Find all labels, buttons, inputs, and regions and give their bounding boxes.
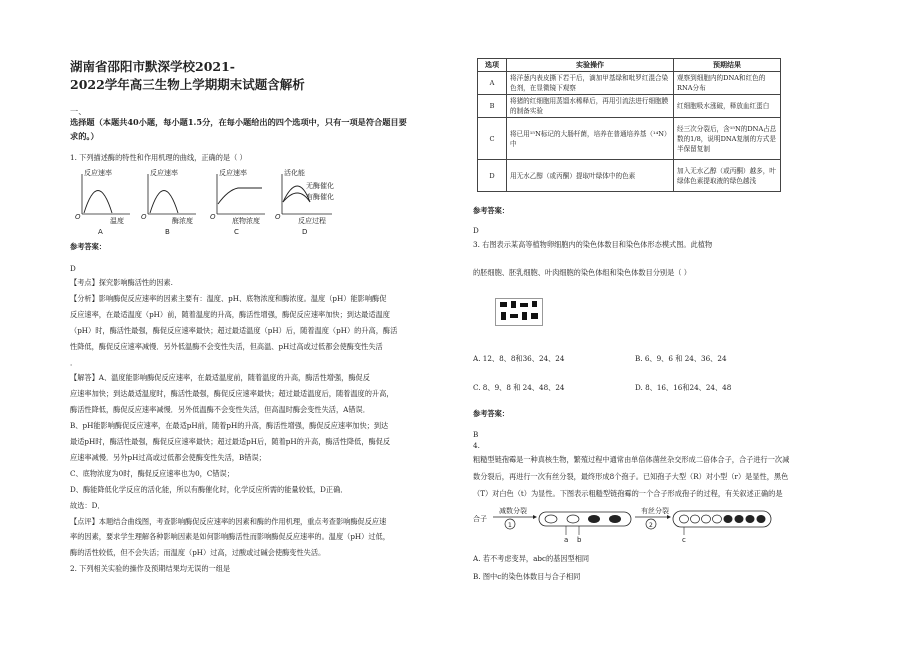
- section-heading: 选择题（本题共40小题，每小题1.5分，在每小题给出的四个选项中，只有一项是符合题目要: [70, 117, 407, 127]
- graph-d-legend1: 无酶催化: [306, 182, 334, 190]
- spore-formation-figure: [473, 505, 773, 549]
- chromosome-figure: [495, 298, 543, 326]
- graph-a: [75, 168, 130, 236]
- row-d-operation: 用无水乙醇（或丙酮）提取叶绿体中的色素: [507, 160, 674, 192]
- q1-explanation-line: 【点评】本题结合曲线图，考查影响酶促反应速率的因素和酶的作用机理，重点考查影响酶促反应速: [70, 516, 387, 526]
- q1-explanation-line: C、底物浓度为0时，酶促反应速率也为0，C错误；: [70, 468, 234, 478]
- svg-text:1: 1: [508, 522, 512, 529]
- svg-text:2: 2: [649, 522, 653, 529]
- row-c-option: C: [478, 118, 507, 160]
- q1-explanation-line: 酶的活性较低，但不会失活；而温度（pH）过高，过酸或过碱会使酶变性失活。: [70, 548, 326, 558]
- graph-b-origin: O: [141, 213, 147, 221]
- graph-a-letter: A: [98, 228, 103, 236]
- graph-d-legend2: 有酶催化: [306, 193, 334, 201]
- q1-explanation-line: 2. 下列相关实验的操作及预期结果均无误的一组是: [70, 564, 231, 574]
- q4-line-2: 数分裂后，再进行一次有丝分裂，最终形成8个孢子。已知孢子大型（R）对小型（r）是显性，黑色: [473, 472, 789, 481]
- q1-explanation-line: D、酶能降低化学反应的活化能，所以有酶催化时，化学反应所需的能量较低，D正确．: [70, 484, 348, 494]
- header-option: 选项: [478, 59, 507, 72]
- experiment-table: [477, 58, 781, 192]
- section-number: 一、: [70, 106, 87, 116]
- q1-stem: 1. 下列描述酶的特性和作用机理的曲线，正确的是（ ）: [70, 153, 247, 162]
- q3-option-b: B. 6、9、6 和 24、36、24: [635, 354, 727, 363]
- q1-explanation-line: 【考点】探究影响酶活性的因素.: [70, 278, 173, 287]
- q4-number: 4.: [473, 441, 480, 450]
- row-a-option: A: [478, 72, 507, 95]
- q1-explanation-line: 反应速率，在最适温度（pH）前，随着温度的升高，酶活性增强，酶促反应速率加快；到达最适温度: [70, 309, 390, 319]
- q1-explanation-line: （pH）时，酶活性最强，酶促反应速率最快；超过最适温度（pH）后，随着温度（pH）的升高，酶活: [70, 325, 398, 335]
- row-c-result: 经三次分裂后，含¹⁵N的DNA占总数的1/8，说明DNA复制的方式是半保留复制: [674, 118, 781, 160]
- graph-c-letter: C: [234, 228, 239, 236]
- mark-b: b: [577, 536, 582, 544]
- title-line-2: 2022学年高三生物上学期期末试题含解析: [70, 77, 305, 92]
- header-operation: 实验操作: [507, 59, 674, 72]
- q2-answer: D: [473, 226, 479, 235]
- table-row: [478, 72, 781, 95]
- document-title: [70, 58, 305, 94]
- graph-c-xlabel: 底物浓度: [232, 217, 260, 225]
- graph-c: [210, 168, 265, 236]
- q3-answer-label: 参考答案：: [473, 409, 509, 418]
- graph-b-ylabel: 反应速率: [150, 169, 178, 177]
- q1-explanation-line: 应速率减慢．另外pH过高或过低都会使酶变性失活，B错误；: [70, 452, 266, 462]
- q3-option-d: D. 8、16、16和24、24、48: [635, 383, 732, 392]
- graph-a-origin: O: [75, 213, 81, 221]
- table-header-row: [478, 59, 781, 72]
- graph-b: [141, 168, 196, 236]
- q3-option-c: C. 8、9、8 和 24、48、24: [473, 383, 565, 392]
- graph-a-ylabel: 反应速率: [84, 169, 112, 177]
- q1-explanation-line: ．: [70, 357, 78, 367]
- row-d-result: 加入无水乙醇（或丙酮）越多，叶绿体色素提取液的绿色越浅: [674, 160, 781, 192]
- section-heading-cont: 求的。）: [70, 131, 99, 141]
- graph-c-origin: O: [210, 213, 216, 221]
- row-a-operation: 将洋葱内表皮撕下若干后，滴加甲基绿和吡罗红混合染色剂，在显微镜下观察: [507, 72, 674, 95]
- q1-answer: D: [70, 264, 76, 273]
- row-c-operation: 将已用¹⁵N标记的大肠杆菌，培养在普通培养基（¹⁴N）中: [507, 118, 674, 160]
- graph-d-xlabel: 反应过程: [298, 217, 326, 225]
- q4-line-1: 粗糙型链孢霉是一种真核生物，繁殖过程中通常由单倍体菌丝杂交形成二倍体合子，合子进行一次减: [473, 455, 790, 464]
- row-a-result: 观察到细胞内的DNA和红色的RNA分布: [674, 72, 781, 95]
- mark-c: c: [682, 536, 686, 544]
- graph-b-letter: B: [165, 228, 170, 236]
- graph-c-ylabel: 反应速率: [219, 169, 247, 177]
- q1-explanation-line: 故选：D．: [70, 500, 105, 510]
- q2-answer-label: 参考答案：: [473, 206, 509, 215]
- q1-explanation-line: 【分析】影响酶促反应速率的因素主要有：温度、pH、底物浓度和酶浓度。温度（pH）能影响酶促: [70, 293, 387, 303]
- q1-explanation-line: B、pH能影响酶促反应速率，在最适pH前，随着pH的升高，酶活性增强，酶促反应速率加快；到达: [70, 421, 389, 431]
- q3-option-a: A. 12、8、8和36、24、24: [473, 354, 565, 363]
- q4-line-3: （T）对白色（t）为显性。下图表示粗糙型链孢霉的一个合子形成孢子的过程，有关叙述正确的是: [473, 489, 783, 498]
- q3-stem-2: 的胚细胞、胚乳细胞、叶肉细胞的染色体组和染色体数目分别是（ ）: [473, 268, 691, 277]
- graph-b-xlabel: 酶浓度: [172, 217, 193, 225]
- q1-explanation-line: 酶活性降低，酶促反应速率减慢．另外低温酶不会变性失活，但高温时酶会变性失活，A错误．: [70, 405, 370, 415]
- mitosis-label: 有丝分裂: [641, 507, 669, 515]
- q3-answer: B: [473, 430, 479, 439]
- q1-explanation-line: 性降低，酶促反应速率减慢．另外低温酶不会变性失活，但高温、pH过高或过低都会使酶变性失活: [70, 341, 383, 351]
- table-row: [478, 118, 781, 160]
- row-b-result: 红细胞吸水涨破，释放血红蛋白: [674, 95, 781, 118]
- q1-explanation-line: 率的因素，要求学生理解各种影响因素是如何影响酶活性而影响酶促反应速率的。温度（pH）过低，: [70, 532, 390, 542]
- q4-option-a: A. 若不考虑变异，abc的基因型相同: [473, 554, 590, 563]
- graph-d: [275, 168, 334, 236]
- row-d-option: D: [478, 160, 507, 192]
- graph-d-ylabel: 活化能: [284, 169, 305, 177]
- title-line-1: 湖南省邵阳市默深学校2021-: [70, 59, 235, 74]
- q1-explanation-line: 最适pH时，酶活性最强，酶促反应速率最快；超过最适pH后，随着pH的升高，酶活性降低，酶促反: [70, 437, 391, 446]
- meiosis-label: 减数分裂: [499, 507, 527, 515]
- mark-a: a: [564, 536, 569, 544]
- header-result: 预期结果: [674, 59, 781, 72]
- q1-answer-label: 参考答案：: [70, 242, 106, 251]
- graph-d-letter: D: [302, 228, 308, 236]
- zygote-label: 合子: [473, 515, 487, 523]
- table-row: [478, 160, 781, 192]
- q1-explanation-line: 应速率加快；到达最适温度时，酶活性最强，酶促反应速率最快；超过最适温度后，随着温度的升高，: [70, 389, 394, 399]
- table-row: [478, 95, 781, 118]
- q4-option-b: B. 图中c的染色体数目与合子相同: [473, 572, 581, 581]
- row-b-operation: 将猪的红细胞用蒸馏水稀释后，再用引流法进行细胞膜的制备实验: [507, 95, 674, 118]
- q1-explanation-line: 【解答】A、温度能影响酶促反应速率，在最适温度前，随着温度的升高，酶活性增强，酶促反: [70, 373, 370, 383]
- graph-a-xlabel: 温度: [110, 217, 124, 225]
- row-b-option: B: [478, 95, 507, 118]
- graph-d-origin: O: [275, 213, 281, 221]
- q1-graphs: [70, 166, 360, 238]
- q3-stem-1: 3. 右图表示某高等植物卵细胞内的染色体数目和染色体形态模式图。此植物: [473, 240, 713, 249]
